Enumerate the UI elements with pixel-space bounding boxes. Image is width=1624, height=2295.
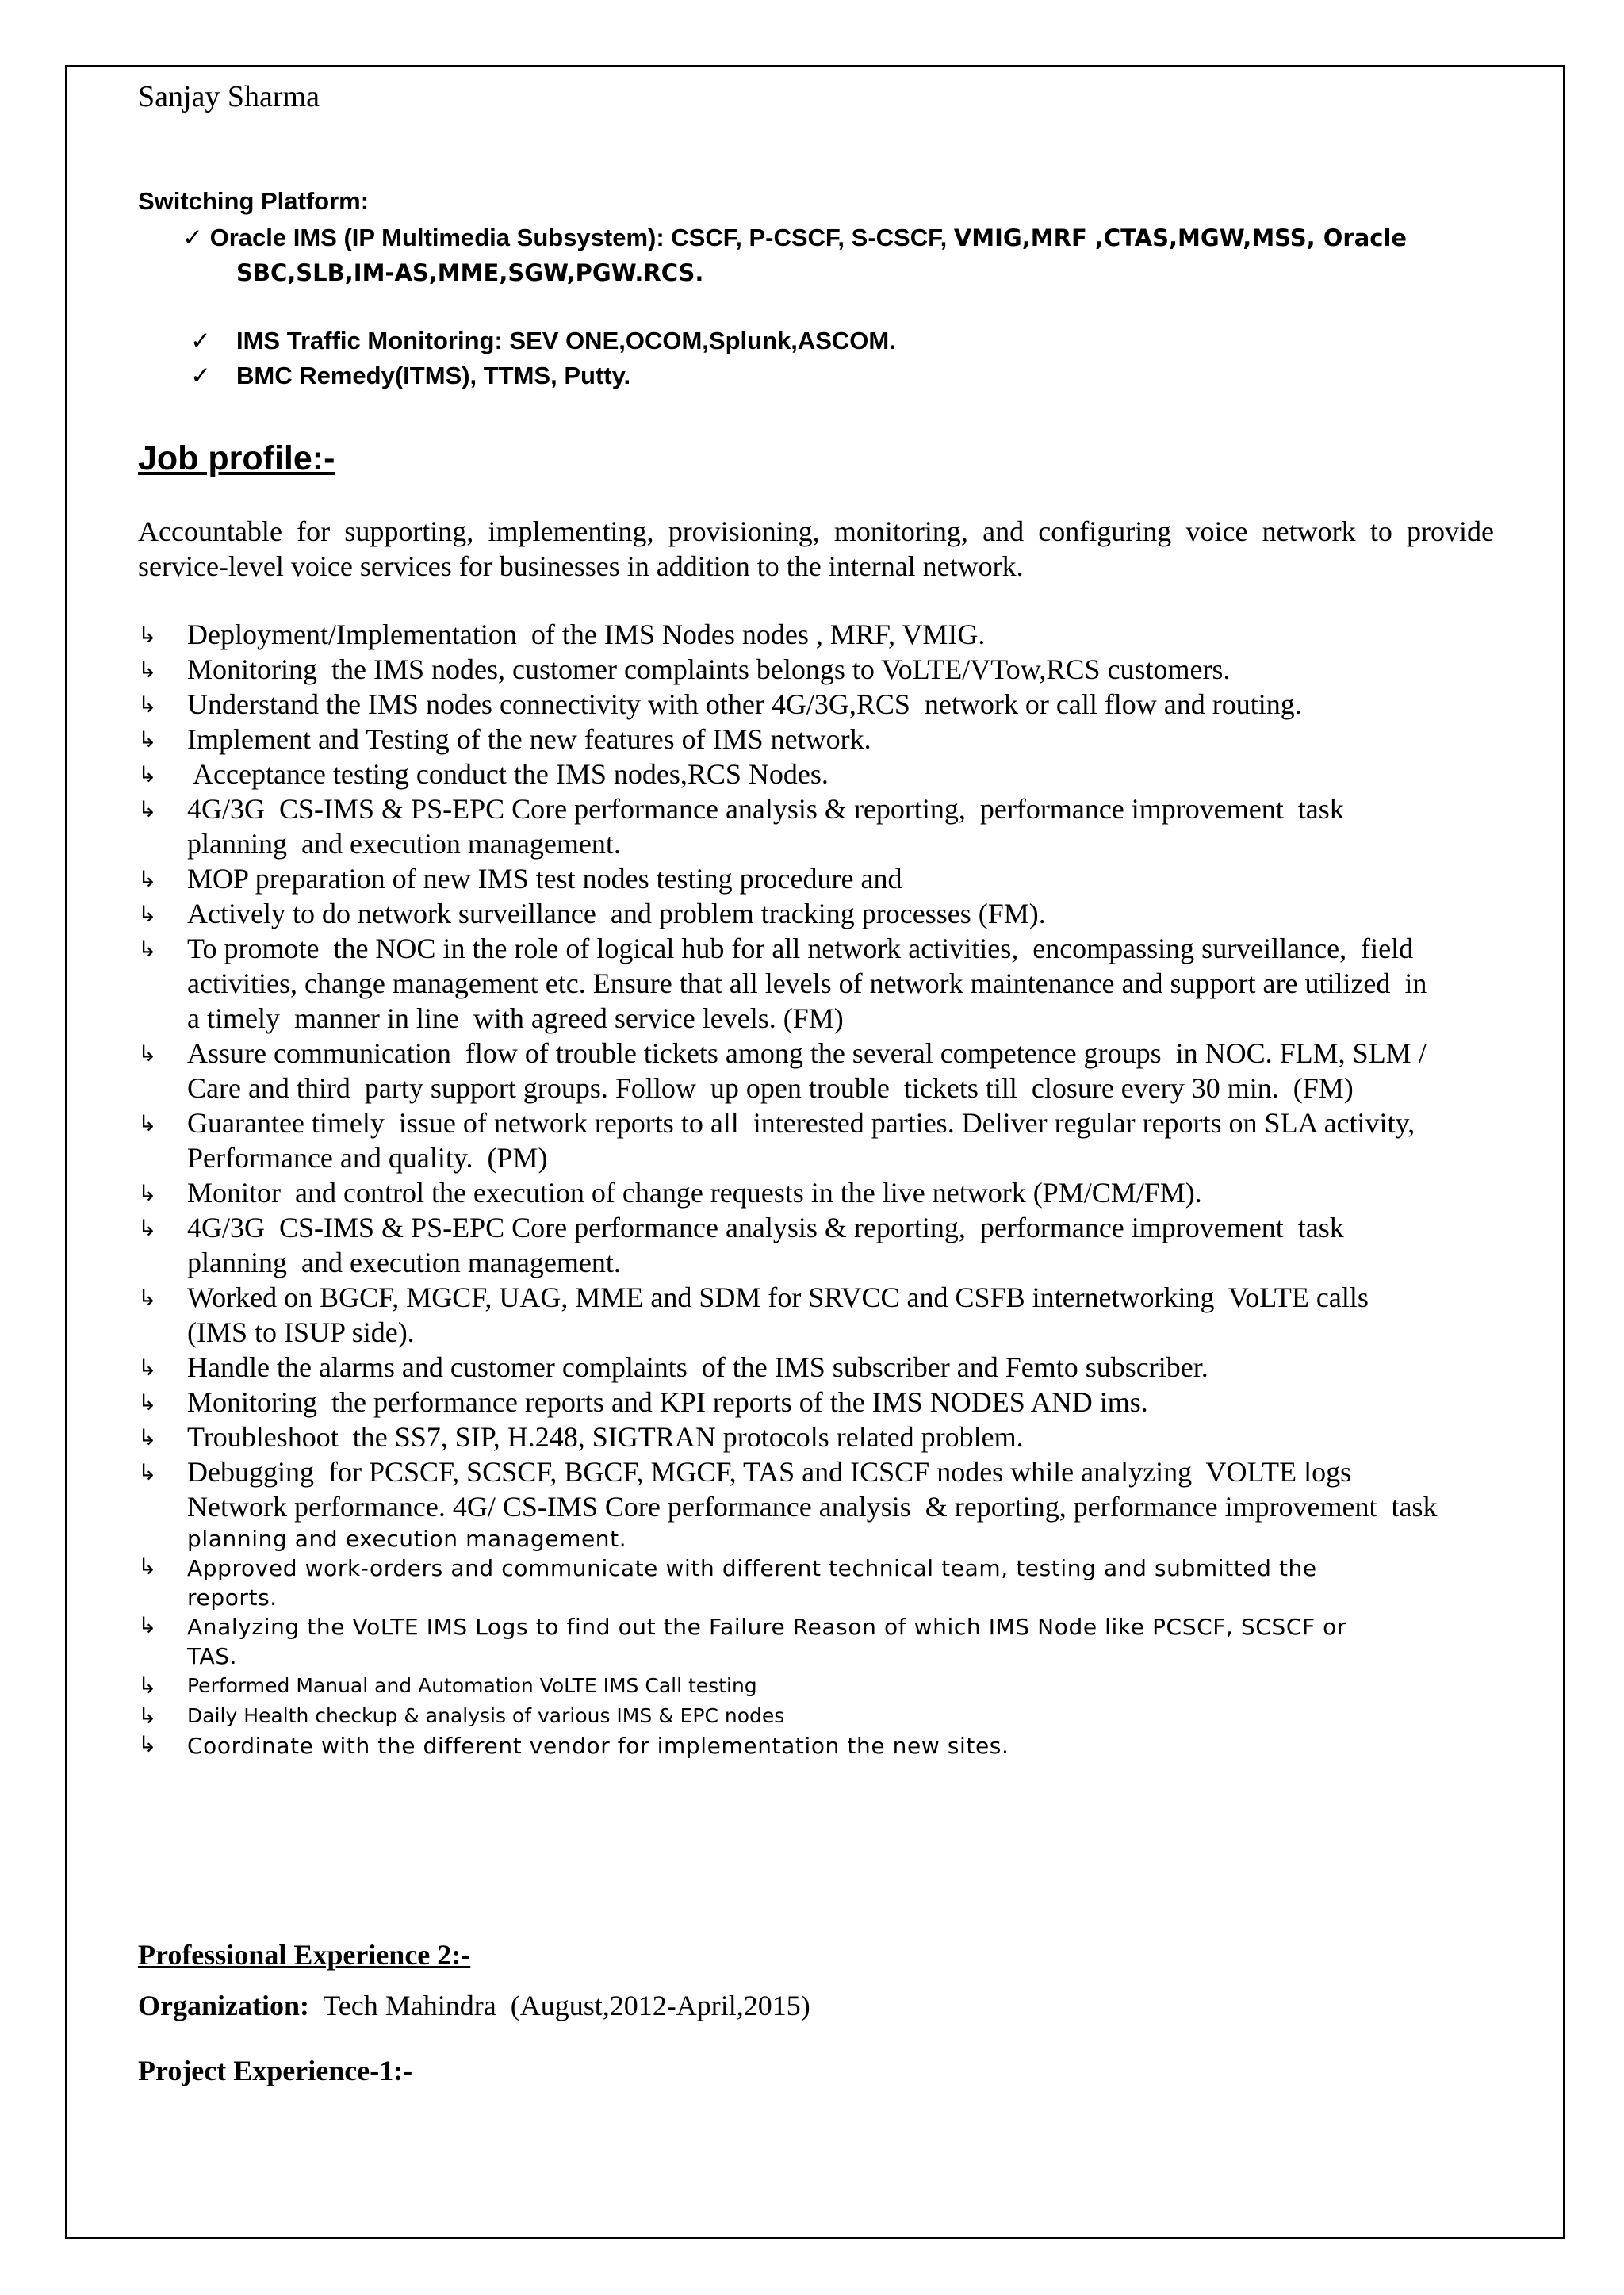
- list-item: [138, 1454, 1510, 1554]
- bullet-text-line: planning and execution management.: [187, 828, 621, 860]
- checkmark-icon: ✓: [190, 362, 211, 390]
- bullet-text-line: Approved work-orders and communicate with different technical team, testing and submitted the: [187, 1555, 1317, 1581]
- bullet-text-line: Coordinate with the different vendor for implementation the new sites.: [187, 1733, 1009, 1759]
- arrow-bullet-icon: ↳: [138, 761, 157, 787]
- switching-item-oracle: [182, 220, 1407, 255]
- bullet-text-line: Acceptance testing conduct the IMS nodes,RCS Nodes.: [187, 758, 829, 790]
- arrow-bullet-icon: ↳: [138, 1703, 157, 1729]
- arrow-bullet-icon: ↳: [138, 1731, 157, 1757]
- oracle-rest-1: VMIG,MRF ,CTAS,MGW,MSS, Oracle: [953, 224, 1408, 251]
- bullet-text-line: MOP preparation of new IMS test nodes testing procedure and: [187, 863, 902, 895]
- arrow-bullet-icon: ↳: [138, 1110, 157, 1136]
- list-item: [138, 1105, 1510, 1175]
- job-profile-title: Job profile:-: [138, 439, 335, 477]
- arrow-bullet-icon: ↳: [138, 1612, 157, 1638]
- checkmark-icon: ✓: [182, 224, 203, 252]
- arrow-bullet-icon: ↳: [138, 1180, 157, 1206]
- job-profile-bullets: [138, 617, 1510, 1761]
- arrow-bullet-icon: ↳: [138, 1389, 157, 1416]
- bullet-text-line: reports.: [187, 1584, 278, 1611]
- arrow-bullet-icon: ↳: [138, 1040, 157, 1067]
- list-item: [138, 1420, 1510, 1454]
- list-item: [138, 1731, 1510, 1761]
- list-item: [138, 757, 1510, 791]
- organization-label: Organization:: [138, 1990, 309, 2021]
- arrow-bullet-icon: ↳: [138, 936, 157, 962]
- bullet-text-line: Monitoring the IMS nodes, customer complaints belongs to VoLTE/VTow,RCS customers.: [187, 653, 1231, 685]
- bullet-text-line: Performance and quality. (PM): [187, 1142, 548, 1174]
- bullet-text-line: Network performance. 4G/ CS-IMS Core performance analysis & reporting, performance improvement task: [187, 1491, 1438, 1523]
- arrow-bullet-icon: ↳: [138, 901, 157, 927]
- list-item: [138, 652, 1510, 687]
- list-item: [138, 1036, 1510, 1105]
- organization-line: [138, 1989, 810, 2022]
- arrow-bullet-icon: ↳: [138, 1424, 157, 1450]
- list-item: [138, 1554, 1510, 1612]
- bullet-text-line: a timely manner in line with agreed service levels. (FM): [187, 1002, 844, 1034]
- list-item: [138, 617, 1510, 652]
- bullet-text-line: Handle the alarms and customer complaints of the IMS subscriber and Femto subscriber.: [187, 1351, 1208, 1383]
- intro-line-2: service-level voice services for businesses in addition to the internal network.: [138, 550, 1024, 582]
- monitoring-text: IMS Traffic Monitoring: SEV ONE,OCOM,Splunk,ASCOM.: [236, 327, 896, 354]
- arrow-bullet-icon: ↳: [138, 866, 157, 892]
- checkmark-icon: ✓: [190, 327, 211, 355]
- bullet-text-line: Analyzing the VoLTE IMS Logs to find out the Failure Reason of which IMS Node like PCSCF, SCSCF or: [187, 1614, 1347, 1640]
- bullet-text-line: Performed Manual and Automation VoLTE IMS Call testing: [187, 1674, 757, 1697]
- list-item: [138, 896, 1510, 931]
- organization-value: Tech Mahindra (August,2012-April,2015): [308, 1990, 810, 2021]
- bullet-text-line: Deployment/Implementation of the IMS Nodes nodes , MRF, VMIG.: [187, 619, 986, 650]
- bullet-text-line: 4G/3G CS-IMS & PS-EPC Core performance analysis & reporting, performance improvement task: [187, 1212, 1344, 1243]
- arrow-bullet-icon: ↳: [138, 1459, 157, 1485]
- list-item: [138, 1280, 1510, 1350]
- switching-platform-title: Switching Platform:: [138, 187, 370, 215]
- list-item: [138, 1671, 1510, 1701]
- oracle-rest-2: SBC,SLB,IM-AS,MME,SGW,PGW.RCS.: [236, 259, 704, 286]
- switching-item-monitoring: [190, 324, 896, 358]
- bullet-text-line: TAS.: [187, 1643, 238, 1669]
- arrow-bullet-icon: ↳: [138, 622, 157, 648]
- switching-item-bmc: [190, 358, 631, 393]
- list-item: [138, 1350, 1510, 1385]
- arrow-bullet-icon: ↳: [138, 1285, 157, 1311]
- bullet-text-line: Care and third party support groups. Follow up open trouble tickets till closure every 30 min. (FM): [187, 1072, 1354, 1104]
- professional-experience-title: Professional Experience 2:-: [138, 1939, 471, 1971]
- list-item: [138, 791, 1510, 861]
- arrow-bullet-icon: ↳: [138, 1672, 157, 1699]
- list-item: [138, 722, 1510, 757]
- bullet-text-line: Implement and Testing of the new features of IMS network.: [187, 723, 871, 755]
- list-item: [138, 861, 1510, 896]
- list-item: [138, 1612, 1510, 1671]
- bullet-text-line: Monitor and control the execution of change requests in the live network (PM/CM/FM).: [187, 1177, 1202, 1209]
- arrow-bullet-icon: ↳: [138, 657, 157, 683]
- project-experience-title: Project Experience-1:-: [138, 2055, 413, 2086]
- author-name: Sanjay Sharma: [138, 80, 320, 113]
- job-profile-intro: [138, 514, 1494, 584]
- bullet-text-line: Assure communication flow of trouble tickets among the several competence groups in NOC. FLM, SLM /: [187, 1037, 1427, 1069]
- bullet-text-line: Understand the IMS nodes connectivity with other 4G/3G,RCS network or call flow and routing.: [187, 688, 1302, 720]
- arrow-bullet-icon: ↳: [138, 1354, 157, 1381]
- bullet-text-line: Debugging for PCSCF, SCSCF, BGCF, MGCF, TAS and ICSCF nodes while analyzing VOLTE logs: [187, 1456, 1352, 1488]
- arrow-bullet-icon: ↳: [138, 796, 157, 822]
- list-item: [138, 1210, 1510, 1280]
- arrow-bullet-icon: ↳: [138, 1215, 157, 1241]
- bullet-text-line: activities, change management etc. Ensure that all levels of network maintenance and support are utilized in: [187, 967, 1427, 999]
- bmc-text: BMC Remedy(ITMS), TTMS, Putty.: [236, 362, 631, 389]
- list-item: [138, 1701, 1510, 1731]
- bullet-text-line: Actively to do network surveillance and problem tracking processes (FM).: [187, 898, 1046, 929]
- bullet-text-line: Troubleshoot the SS7, SIP, H.248, SIGTRAN protocols related problem.: [187, 1421, 1024, 1453]
- bullet-text-line: Daily Health checkup & analysis of various IMS & EPC nodes: [187, 1704, 785, 1727]
- bullet-text-line: 4G/3G CS-IMS & PS-EPC Core performance analysis & reporting, performance improvement task: [187, 793, 1344, 825]
- intro-line-1: Accountable for supporting, implementing, provisioning, monitoring, and configuring voice network to provide: [138, 515, 1494, 547]
- bullet-text-line: To promote the NOC in the role of logical hub for all network activities, encompassing surveillance, field: [187, 933, 1414, 964]
- bullet-text-line: (IMS to ISUP side).: [187, 1316, 415, 1348]
- bullet-text-line: planning and execution management.: [187, 1526, 627, 1552]
- oracle-prefix: Oracle IMS (IP Multimedia Subsystem): CSCF, P-CSCF, S-CSCF,: [209, 224, 954, 251]
- arrow-bullet-icon: ↳: [138, 692, 157, 718]
- list-item: [138, 687, 1510, 722]
- bullet-text-line: Worked on BGCF, MGCF, UAG, MME and SDM for SRVCC and CSFB internetworking VoLTE calls: [187, 1282, 1369, 1313]
- arrow-bullet-icon: ↳: [138, 1554, 157, 1580]
- bullet-text-line: planning and execution management.: [187, 1247, 621, 1278]
- list-item: [138, 931, 1510, 1036]
- list-item: [138, 1385, 1510, 1420]
- bullet-text-line: Monitoring the performance reports and KPI reports of the IMS NODES AND ims.: [187, 1386, 1148, 1418]
- arrow-bullet-icon: ↳: [138, 726, 157, 753]
- list-item: [138, 1175, 1510, 1210]
- bullet-text-line: Guarantee timely issue of network reports to all interested parties. Deliver regular reports on SLA activity,: [187, 1107, 1415, 1139]
